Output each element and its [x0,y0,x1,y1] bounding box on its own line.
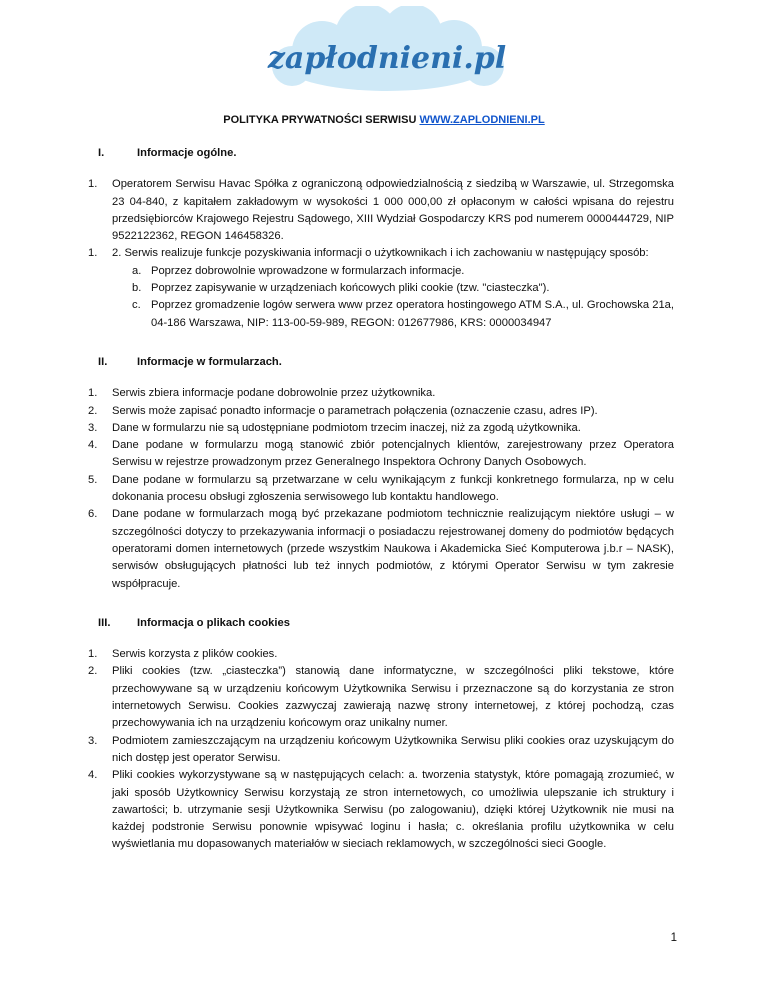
section-numeral: III. [98,616,111,629]
list-item [88,437,674,472]
sub-item-letter: b. [132,282,142,295]
list-item [88,385,674,402]
sub-list-item [132,297,674,332]
item-number: 4. [88,769,98,782]
document-title [0,113,768,127]
section-title: Informacje w formularzach. [137,355,282,368]
list-item [88,472,674,507]
item-text: Dane podane w formularzach mogą być przekazane podmiotom technicznie realizującym niektóre usługi – w szczególności dotyczy to przekazywania informacji o posiadaczu rejestrowanej domeny do podmiotów będących operatorami domen internetowych (przede wszystkim Naukowa i Akademicka Sieć Komputerowa j.b.r – NASK), serwisów obsługujących płatności lub też innych podmiotów, z którymi Operator Serwisu w tym zakresie współpracuje. [112,508,674,590]
list-item [88,245,674,262]
sub-list-item [132,263,674,280]
sub-list-item [132,280,674,297]
section-heading [88,354,674,371]
cloud-logo-icon [262,6,512,98]
item-number: 5. [88,473,98,486]
item-number: 2. [88,404,98,417]
item-text: Dane podane w formularzu mogą stanowić zbiór potencjalnych klientów, zarejestrowany przez Operatora Serwisu w rejestrze prowadzonym przez Generalnego Inspektora Ochrony Danych Osobowych. [112,439,674,469]
item-number: 4. [88,439,98,452]
item-text: Operatorem Serwisu Havac Spółka z ograniczoną odpowiedzialnością z siedzibą w Warszawie, ul. Strzegomska 23 04-840, z kapitałem zakładowym w wysokości 1 000 000,00 zł opłaconym w całości wpisana do rejestru przedsiębiorców Krajowego Rejestru Sądowego, XIII Wydział Gospodarczy KRS pod numerem 0000444729, NIP 9522122362, REGON 146458326. [112,178,674,243]
list-item [88,176,674,245]
sub-item-letter: c. [132,299,141,312]
sub-item-text: Poprzez gromadzenie logów serwera www przez operatora hostingowego ATM S.A., ul. Grochowska 21a, 04-186 Warszawa, NIP: 113-00-59-989, REGON: 012677986, KRS: 0000034947 [151,299,674,329]
item-number: 1. [88,648,98,661]
section-list [88,176,674,332]
item-number: 1. [88,178,98,191]
list-item [88,420,674,437]
list-item [88,663,674,732]
item-number: 1. [88,247,98,260]
section-title: Informacja o plikach cookies [137,616,290,629]
list-item [88,767,674,853]
list-item [88,506,674,592]
section-heading [88,145,674,162]
sub-item-letter: a. [132,264,142,277]
list-item [88,646,674,663]
section-heading [88,615,674,632]
site-link[interactable]: WWW.ZAPLODNIENI.PL [419,114,545,126]
logo-text: zapłodnieni.pl [267,41,507,76]
item-number: 2. [88,665,98,678]
item-number: 3. [88,734,98,747]
item-text: Serwis korzysta z plików cookies. [112,648,278,661]
item-number: 3. [88,421,98,434]
list-item [88,733,674,768]
section-list [88,646,674,854]
sub-item-text: Poprzez zapisywanie w urządzeniach końcowych pliki cookie (tzw. "ciasteczka"). [151,282,550,295]
item-text: Pliki cookies wykorzystywane są w następujących celach: a. tworzenia statystyk, które pomagają zrozumieć, w jaki sposób Użytkownicy Serwisu korzystają ze stron internetowych, co umożliwia ulepszanie ich struktury i zawartości; b. utrzymanie sesji Użytkownika Serwisu (po zalogowaniu), dzięki której Użytkownik nie musi na każdej podstronie Serwisu ponownie wpisywać loginu i hasła; c. określania profilu użytkownika w celu wyświetlania mu dopasowanych materiałów w sieciach reklamowych, w szczególności sieci Google. [112,769,674,851]
item-text: Podmiotem zamieszczającym na urządzeniu końcowym Użytkownika Serwisu pliki cookies oraz uzyskującym do nich dostęp jest operator Serwisu. [112,734,674,764]
item-text: Serwis może zapisać ponadto informacje o parametrach połączenia (oznaczenie czasu, adres IP). [112,404,598,417]
site-logo [262,6,512,98]
title-prefix: POLITYKA PRYWATNOŚCI SERWISU [223,114,420,126]
item-text: Serwis zbiera informacje podane dobrowolnie przez użytkownika. [112,387,436,400]
item-number: 1. [88,387,98,400]
item-text: Pliki cookies (tzw. „ciasteczka”) stanowią dane informatyczne, w szczególności pliki tekstowe, które przechowywane są w urządzeniu końcowym Użytkownika Serwisu i przeznaczone są do korzystania ze stron internetowych Serwisu. Cookies zazwyczaj zawierają nazwę strony internetowej, z której pochodzą, czas przechowywania ich na urządzeniu końcowym oraz unikalny numer. [112,665,674,730]
section-numeral: II. [98,355,108,368]
item-text: Dane w formularzu nie są udostępniane podmiotom trzecim inaczej, niż za zgodą użytkownika. [112,421,581,434]
document-body [88,140,674,854]
section-numeral: I. [98,147,105,159]
sub-item-text: Poprzez dobrowolnie wprowadzone w formularzach informacje. [151,264,465,277]
page-number: 1 [670,932,677,944]
section-list [88,385,674,593]
item-text: 2. Serwis realizuje funkcje pozyskiwania informacji o użytkownikach i ich zachowaniu w następujący sposób: [112,247,649,260]
item-number: 6. [88,508,98,521]
list-item [88,403,674,420]
section-title: Informacje ogólne. [137,147,237,159]
item-text: Dane podane w formularzu są przetwarzane w celu wynikającym z funkcji konkretnego formularza, np w celu dokonania procesu obsługi zgłoszenia serwisowego lub kontaktu handlowego. [112,473,674,504]
